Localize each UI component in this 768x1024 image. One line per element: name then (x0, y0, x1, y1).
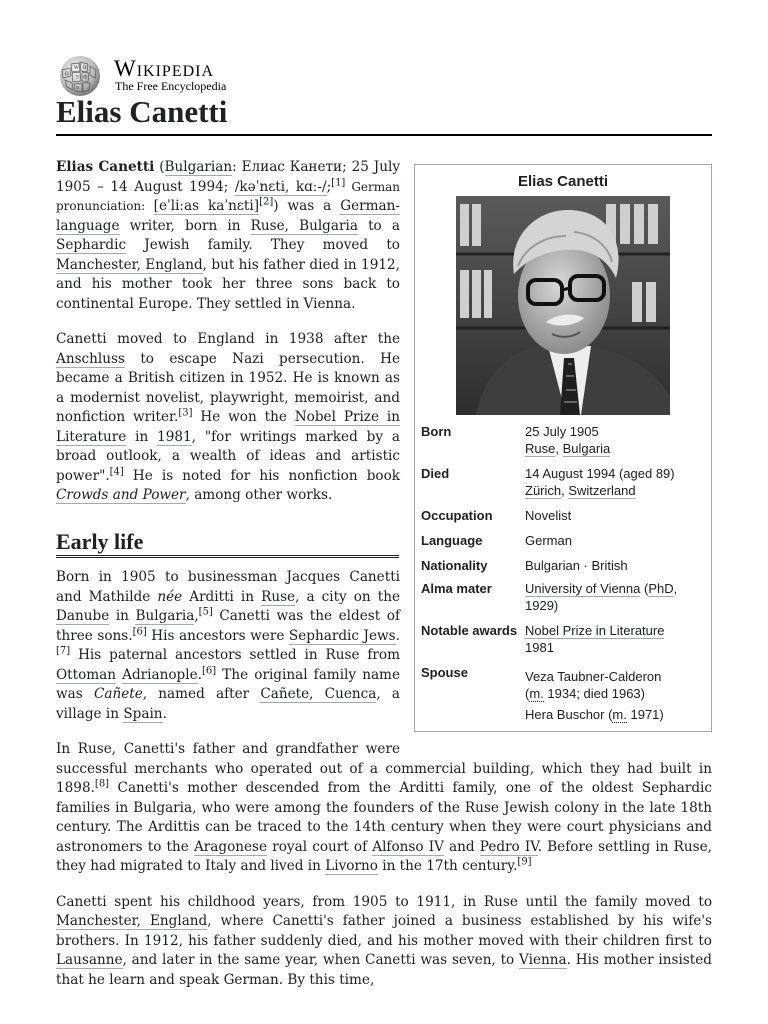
infobox-label: Notable awards (421, 623, 518, 638)
article-link[interactable]: Ruse, Bulgaria (250, 217, 358, 234)
text-run: Canetti spent his childhood years, from 1905 to 1911, in Ruse until the family moved to (56, 893, 712, 910)
section-heading-early-life: Early life (56, 532, 399, 559)
text-run: , and later in the same year, when Canetti was seven, to (122, 952, 520, 968)
article-link[interactable]: Sephardic Jews (288, 627, 396, 644)
text-run: German pronunciation: (56, 179, 401, 213)
infobox-row-alma-mater (415, 578, 711, 616)
article-link[interactable]: Crowds and Power (56, 487, 186, 503)
link-phd[interactable]: PhD (648, 581, 674, 596)
link-zurich[interactable]: Zürich (525, 483, 562, 498)
citation-link[interactable]: [5] (198, 606, 213, 618)
text-run: He is noted for his nonfiction book (123, 467, 400, 484)
text-run: to a (357, 217, 400, 234)
text-run: to escape Nazi persecution. He became a British citizen in 1952. He is known as a modernist novelist, playwright, memoirist, and nonfiction writer. (56, 350, 400, 425)
text: , (673, 581, 678, 596)
article-link[interactable]: Manchester, England (56, 913, 208, 929)
article-link[interactable]: 1981 (157, 428, 192, 445)
svg-text:维: 维 (83, 76, 89, 81)
text-run: , a village in (56, 686, 400, 722)
infobox-value: Novelist (525, 508, 572, 523)
text-run: : Елиас Канети; 25 July 1905 – 14 August 1994; (56, 159, 400, 195)
text: ( (525, 686, 530, 701)
article-link[interactable]: Sephardic (56, 237, 127, 253)
article-link[interactable]: Manchester, England (56, 256, 203, 273)
text-run: . Before settling in Ruse, they had migrated to Italy and lived in (56, 838, 712, 874)
text: ( (640, 581, 649, 596)
text-run: Canetti moved to England in 1938 after the (56, 331, 400, 347)
text-run: Elias Canetti (56, 159, 155, 175)
text-run: in (126, 428, 158, 445)
infobox-label: Spouse (421, 665, 468, 680)
article-link[interactable]: Bulgarian (164, 159, 233, 175)
article-link[interactable]: Ruse (261, 588, 296, 605)
text-run: ) was a (273, 198, 341, 214)
text-run: , a city on the (295, 588, 400, 605)
site-tagline: The Free Encyclopedia (115, 79, 227, 93)
article-link[interactable]: German-language (56, 198, 400, 234)
married-abbr[interactable]: m. (612, 707, 627, 722)
infobox-value (525, 664, 705, 723)
page-title: Elias Canetti (56, 94, 712, 136)
born-date: 25 July 1905 (525, 424, 599, 439)
article-link[interactable]: /kəˈnɛti, kɑː-/ (234, 178, 327, 195)
article-link[interactable]: Aragonese (193, 838, 268, 855)
article-link[interactable]: Lausanne (56, 952, 123, 968)
text-run: ( (154, 159, 165, 175)
article-link[interactable]: Adrianople (122, 666, 198, 683)
infobox-label: Nationality (421, 558, 488, 573)
infobox-value (525, 622, 705, 656)
early-life-paragraph-2 (56, 740, 712, 877)
text-run: . (395, 627, 400, 644)
article-link[interactable]: Spain (123, 705, 163, 722)
link-switzerland[interactable]: Switzerland (568, 483, 636, 498)
citation-link[interactable]: [6] (132, 625, 147, 637)
svg-text:ψ: ψ (76, 86, 80, 91)
portrait-photo[interactable] (456, 196, 670, 415)
infobox-label: Born (421, 424, 452, 439)
article-link[interactable]: Alfonso IV (372, 838, 444, 855)
spouse-name: Veza Taubner-Calderon (525, 669, 662, 684)
article-body (56, 158, 712, 1006)
text-run: In Ruse, Canetti's father and grandfather were successful merchants who operated out of a commercial building, which they had built in 1898. (56, 741, 712, 796)
separator: , (561, 483, 569, 498)
text-run: Arditti in (182, 588, 262, 605)
infobox-label: Occupation (421, 508, 493, 523)
infobox-row-language (415, 530, 711, 551)
text-run: Canetti was the eldest of three sons. (56, 608, 400, 644)
infobox-label: Alma mater (421, 581, 492, 596)
award-year: 1981 (525, 640, 554, 655)
infobox (414, 164, 712, 732)
citation-link[interactable]: [7] (56, 645, 71, 657)
text-run: Jewish family. They moved to (126, 237, 400, 253)
text-run: , (194, 608, 199, 624)
married-abbr[interactable]: m. (529, 686, 544, 701)
text-run: , named after (142, 686, 261, 702)
link-nobel-prize[interactable]: Nobel Prize in Literature (525, 623, 665, 638)
article-link[interactable]: Vienna (519, 952, 567, 968)
site-wordmark[interactable]: Wikipedia (114, 56, 215, 81)
infobox-row-born (415, 421, 711, 459)
text-run: and (443, 838, 480, 855)
text-run: , "for writings marked by a broad outlook, a wealth of ideas and artistic power". (56, 428, 400, 484)
citation-link[interactable]: [3] (178, 407, 193, 419)
article-link[interactable]: Ottoman (56, 666, 117, 683)
text-run: . His mother insisted that he learn and speak German. By this time, (56, 952, 712, 988)
infobox-label: Language (421, 533, 483, 548)
article-link[interactable]: Danube (56, 608, 110, 624)
infobox-label: Died (421, 466, 450, 481)
infobox-value: Bulgarian · British (525, 558, 628, 573)
citation-link[interactable]: [8] (94, 778, 110, 790)
link-university-of-vienna[interactable]: University of Vienna (525, 581, 641, 596)
citation-link[interactable]: [4] (109, 465, 124, 477)
text-run: , where Canetti's father joined a business established by his wife's brothers. In 1912, his father suddenly died, and his mother moved with their children first to (56, 913, 712, 949)
infobox-title: Elias Canetti (517, 173, 609, 190)
citation-link[interactable]: [9] (517, 856, 532, 868)
article-link[interactable]: Bulgaria (135, 608, 195, 624)
infobox-row-occupation (415, 505, 711, 526)
alma-mater-year: 1929) (525, 598, 559, 613)
citation-link[interactable]: [1] (331, 176, 346, 188)
text-run: The original family name was (56, 666, 400, 702)
text-run: in (109, 608, 136, 624)
svg-text:ワ: ワ (75, 76, 81, 81)
text-run: ; (326, 178, 332, 195)
text-run: née (157, 588, 183, 605)
article-link[interactable]: Pedro IV (479, 838, 538, 855)
text-run: His ancestors were (146, 627, 289, 644)
link-ruse[interactable]: Ruse (525, 441, 556, 456)
text: 1971) (626, 707, 664, 722)
citation-link[interactable]: [6] (201, 664, 217, 676)
infobox-row-nationality (415, 555, 711, 576)
infobox-value (525, 465, 705, 499)
text-run: , but his father died in 1912, and his mother took her three sons back to continental Europe. They settled in Vienna. (56, 256, 400, 312)
wikipedia-globe-logo[interactable] (56, 54, 104, 98)
article-link[interactable]: Anschluss (56, 350, 125, 367)
infobox-row-died (415, 463, 711, 501)
infobox-row-notable-awards (415, 620, 711, 658)
text-run: royal court of (267, 838, 373, 855)
svg-text:W: W (74, 66, 79, 71)
died-date: 14 August 1994 (aged 89) (525, 466, 675, 481)
text-run: in the 17th century. (377, 858, 518, 874)
infobox-value (525, 423, 705, 457)
article-link[interactable]: [eˈliːas kaˈnɛti] (153, 198, 260, 214)
infobox-rows (415, 421, 711, 725)
text-run: , among other works. (185, 487, 333, 503)
text-run: . (162, 705, 167, 722)
text-run: writer, born in (119, 217, 251, 234)
text-run: Canetti's mother descended from the Arditti family, one of the oldest Sephardic families in Bulgaria, who were among the founders of the Ruse Jewish colony in the late 18th century. The Ardittis can be traced to the 14th century when they were court physicians and astronomers to the (56, 780, 712, 855)
infobox-value (525, 580, 705, 614)
infobox-value: German (525, 533, 572, 548)
link-bulgaria[interactable]: Bulgaria (562, 441, 611, 456)
svg-text:И: И (83, 66, 87, 71)
svg-text:Ω: Ω (65, 72, 69, 77)
citation-link[interactable]: [2] (259, 196, 274, 208)
early-life-paragraph-3 (56, 893, 712, 991)
article-link[interactable]: Nobel Prize in Literature (56, 409, 400, 445)
text-run: Cañete (93, 686, 143, 702)
text-run: His paternal ancestors settled in Ruse from (70, 647, 400, 663)
article-link[interactable]: Livorno (325, 858, 378, 874)
text-run: Born in 1905 to businessman Jacques Canetti and Mathilde (56, 569, 400, 605)
text: Hera Buschor ( (525, 707, 613, 722)
separator: , (555, 441, 563, 456)
text-run: He won the (192, 409, 295, 425)
infobox-row-spouse (415, 662, 711, 725)
article-link[interactable]: Cañete, Cuenca (260, 686, 377, 702)
text-run: . (197, 666, 202, 683)
text: 1934; died 1963) (543, 686, 645, 701)
